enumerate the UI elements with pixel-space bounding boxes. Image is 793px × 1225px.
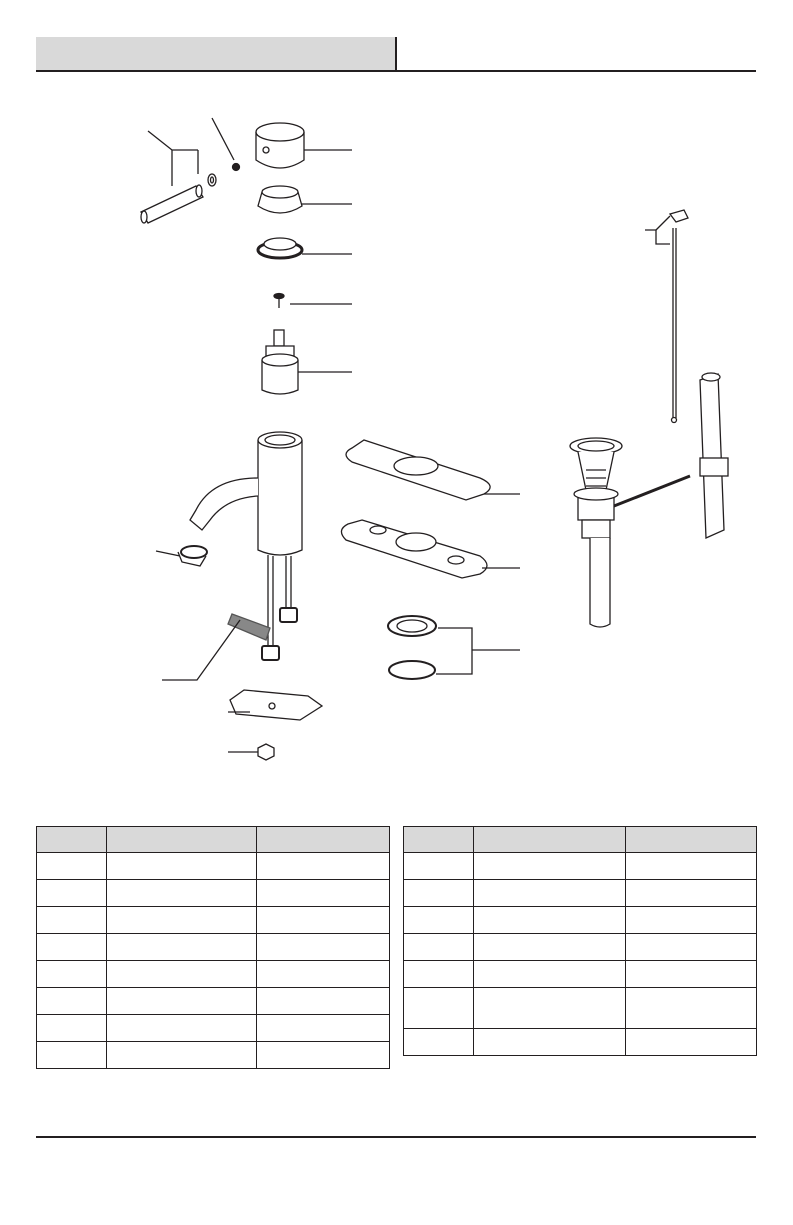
bonnet-cover: [258, 186, 352, 213]
col-description: [474, 827, 626, 853]
table-row: [37, 1042, 390, 1069]
handle-cap: [256, 123, 352, 168]
table-row: [404, 934, 757, 961]
callout-handle: [148, 131, 198, 150]
parts-table-right: [403, 826, 757, 1056]
lift-rod: [645, 210, 688, 423]
mounting-bracket: [228, 690, 322, 720]
table-row: [37, 880, 390, 907]
table-row: [37, 988, 390, 1015]
deck-gasket: [341, 520, 520, 578]
table-row: [404, 880, 757, 907]
table-row: [404, 988, 757, 1029]
footer-rule: [36, 1136, 756, 1138]
col-description: [107, 827, 257, 853]
deck-plate: [346, 440, 520, 500]
drain-gasket: [388, 616, 520, 679]
handle-lever: [141, 174, 216, 223]
col-part: [37, 827, 107, 853]
callout-hose: [162, 620, 240, 680]
table-row: [404, 853, 757, 880]
table-row: [37, 853, 390, 880]
table-row: [404, 961, 757, 988]
table-header-row: [404, 827, 757, 853]
col-quantity: [257, 827, 390, 853]
table-row: [37, 907, 390, 934]
col-quantity: [626, 827, 757, 853]
cartridge: [262, 330, 352, 394]
table-row: [37, 934, 390, 961]
mounting-nut: [228, 744, 274, 760]
pop-up-drain: [570, 373, 728, 627]
bonnet-nut: [258, 238, 352, 258]
table-row: [37, 1015, 390, 1042]
table-header-row: [37, 827, 390, 853]
aerator: [156, 546, 207, 566]
col-part: [404, 827, 474, 853]
table-row: [404, 907, 757, 934]
cartridge-screw: [274, 294, 352, 309]
set-screw: [233, 164, 240, 171]
table-row: [37, 961, 390, 988]
table-row: [404, 1029, 757, 1056]
callout-screw: [212, 118, 234, 160]
parts-table-left: [36, 826, 390, 1069]
